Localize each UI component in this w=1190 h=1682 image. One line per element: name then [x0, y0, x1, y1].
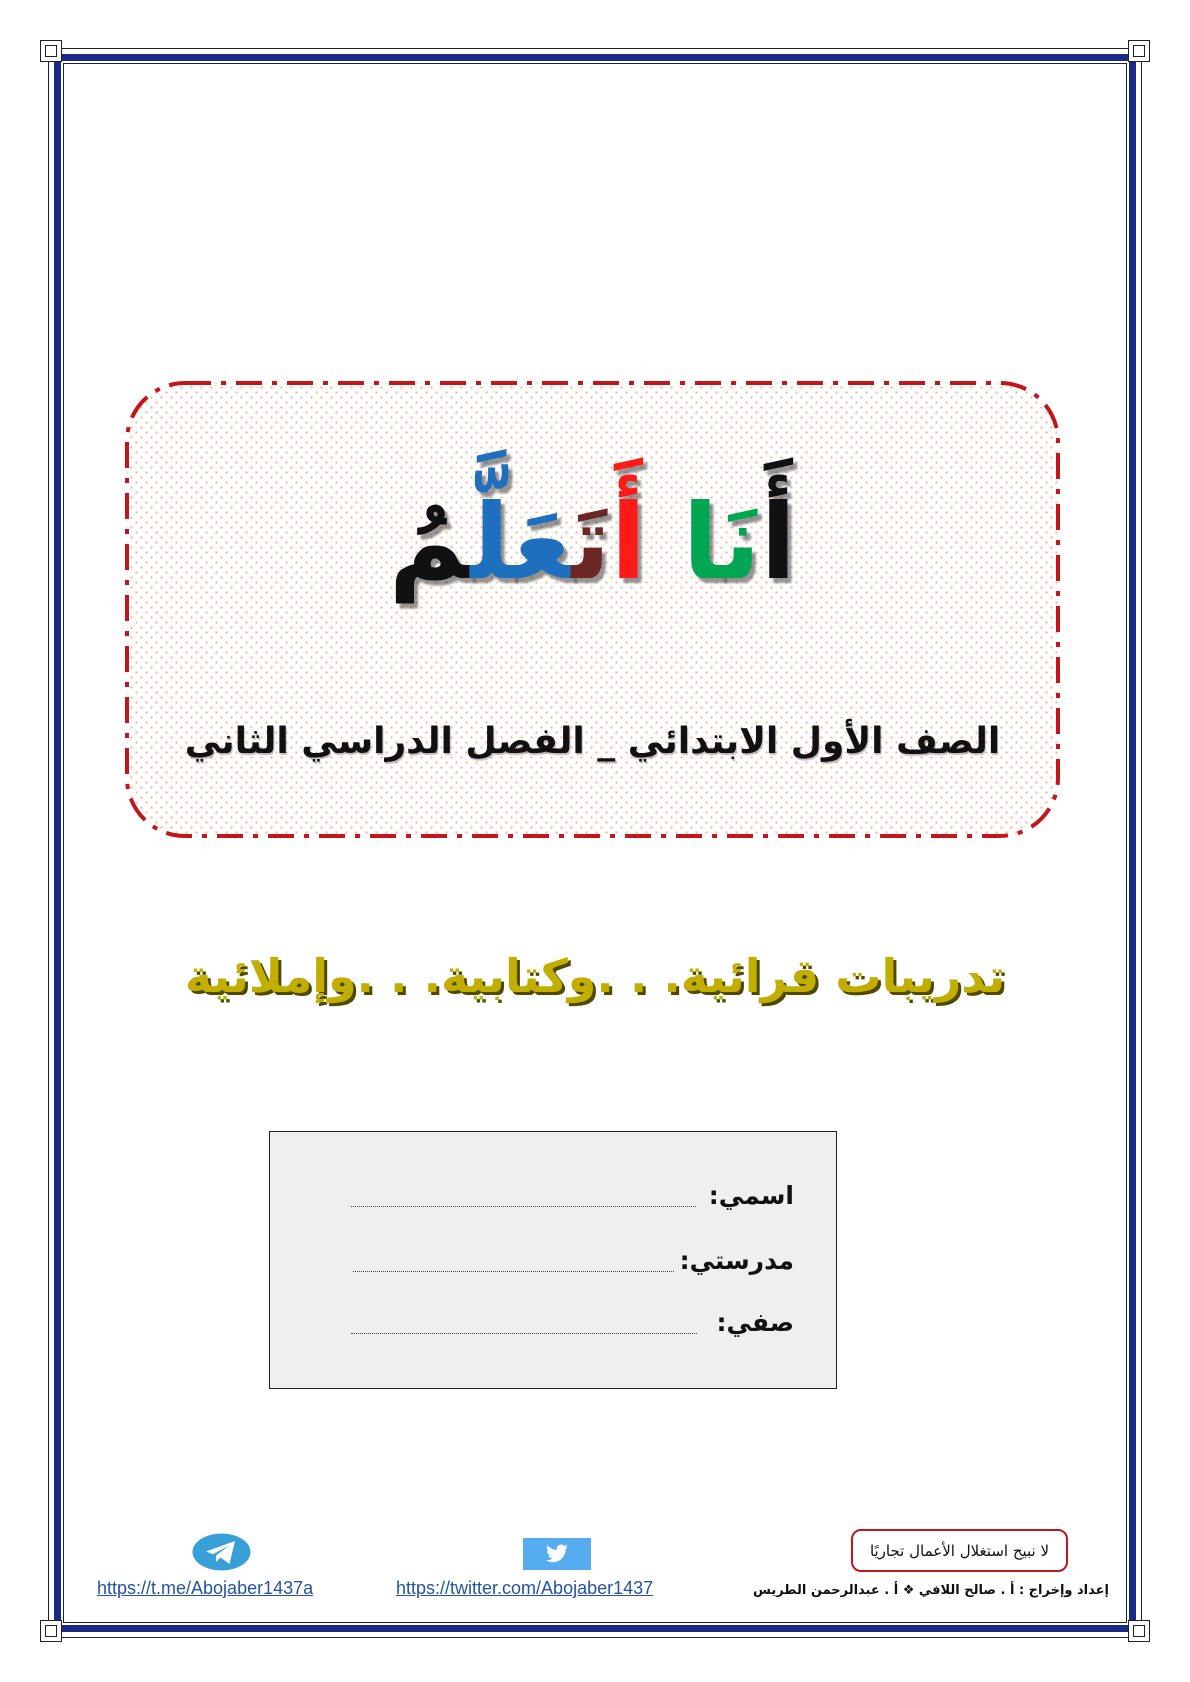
title-letter-group: أَ	[610, 481, 647, 603]
title-letter-group: أَ	[760, 481, 797, 603]
frame-corner-ornament	[1128, 1620, 1150, 1642]
name-row	[270, 1176, 836, 1216]
school-fill-line	[353, 1271, 674, 1272]
school-label: مدرستي:	[679, 1246, 794, 1275]
name-fill-line	[351, 1206, 696, 1207]
tagline: تدريبات قرائية. . .وكتابية. . .وإملائية	[184, 949, 1006, 1003]
class-fill-line	[351, 1333, 697, 1334]
student-info-box	[269, 1131, 837, 1389]
frame-corner-ornament	[1128, 40, 1150, 62]
school-row	[270, 1241, 836, 1281]
name-label: اسمي:	[708, 1181, 794, 1210]
telegram-link[interactable]: https://t.me/Abojaber1437a	[97, 1578, 314, 1598]
title-letter-group	[646, 481, 682, 603]
class-label: صفي:	[716, 1308, 794, 1337]
title-letter-group: نَا	[682, 481, 761, 603]
frame-corner-ornament	[40, 40, 62, 62]
title-letter-group: مُ	[388, 481, 471, 603]
title-panel	[124, 380, 1061, 839]
commercial-use-notice: لا نبيح استغلال الأعمال تجاريًا	[851, 1529, 1068, 1572]
page-title	[124, 452, 1061, 632]
telegram-icon[interactable]	[192, 1533, 251, 1571]
credits-line: إعداد وإخراج : أ . صالح اللافي ❖ أ . عبدالرحمن الطريس	[752, 1583, 1109, 1598]
class-row	[270, 1303, 836, 1343]
title-letter-group: تَ	[571, 481, 611, 603]
twitter-link[interactable]: https://twitter.com/Abojaber1437	[396, 1578, 654, 1598]
twitter-icon[interactable]	[523, 1538, 591, 1570]
title-letter-group: عَلَّ	[470, 481, 572, 603]
page-frame-inner	[63, 63, 1127, 1623]
frame-corner-ornament	[40, 1620, 62, 1642]
page-subtitle: الصف الأول الابتدائي _ الفصل الدراسي الثاني	[184, 721, 1001, 762]
